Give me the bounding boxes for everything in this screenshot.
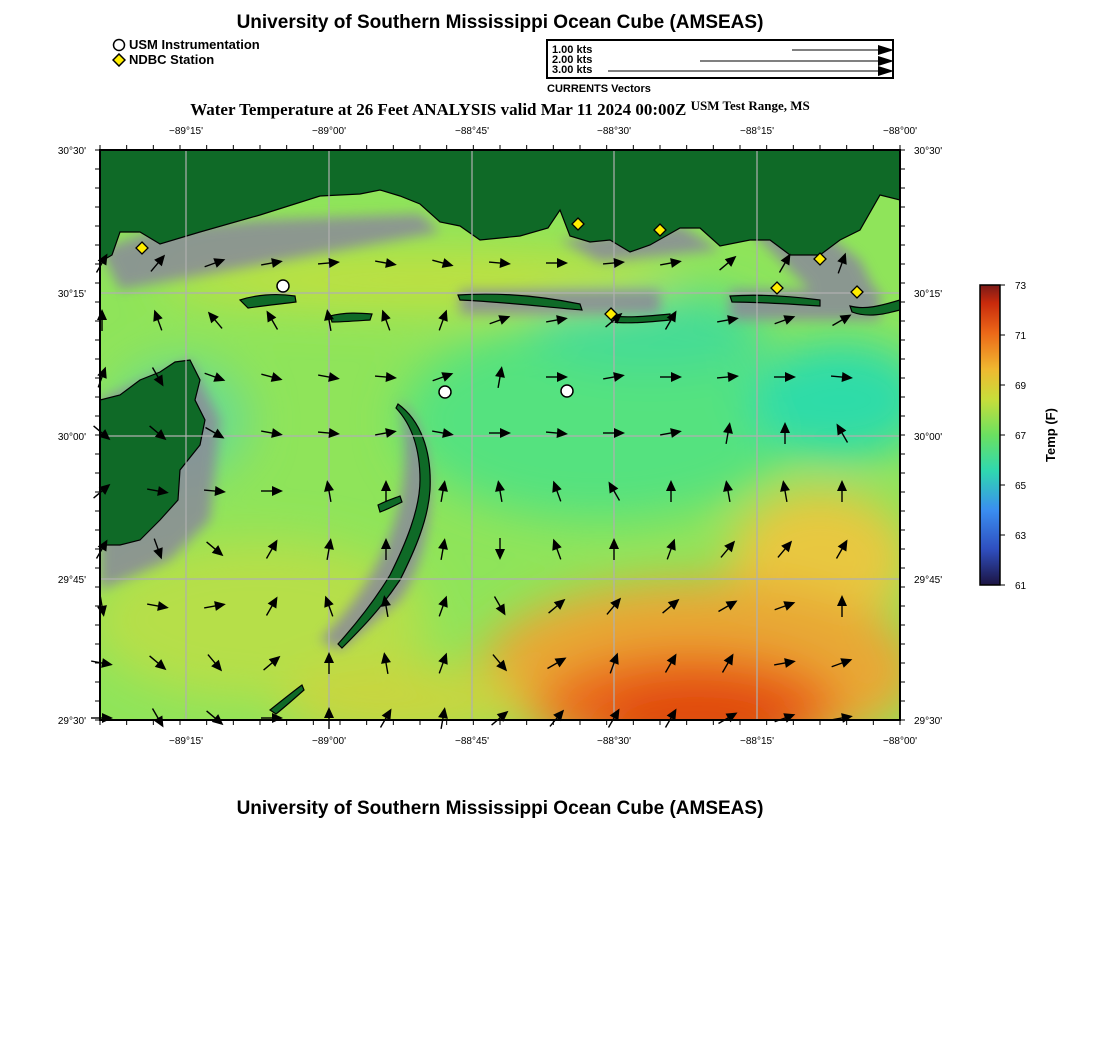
top-tick-label: −88°45' <box>455 126 489 137</box>
bottom-tick-label: −88°15' <box>740 736 774 747</box>
bottom-title: University of Southern Mississippi Ocean Cube (AMSEAS) <box>236 798 764 819</box>
colorbar-label: Temp (F) <box>1043 408 1058 462</box>
top-tick-label: −88°30' <box>597 126 631 137</box>
top-tick-label: −88°15' <box>740 126 774 137</box>
right-tick-label: 30°00' <box>914 432 943 443</box>
usm-station-marker[interactable] <box>561 385 573 397</box>
left-tick-label: 30°15' <box>57 289 86 300</box>
colorbar-tick-label: 63 <box>1015 531 1027 542</box>
left-tick-label: 30°00' <box>57 432 86 443</box>
ship-island <box>330 313 372 322</box>
vector-scale-caption: CURRENTS Vectors <box>547 83 651 95</box>
usm-station-marker[interactable] <box>277 280 289 292</box>
bottom-tick-label: −88°30' <box>597 736 631 747</box>
right-tick-label: 29°45' <box>914 575 943 586</box>
left-tick-label: 29°45' <box>57 575 86 586</box>
bottom-tick-label: −88°00' <box>883 736 917 747</box>
colorbar-tick-label: 69 <box>1015 381 1027 392</box>
vector-scale-label-1: 1.00 kts <box>552 44 593 56</box>
bottom-tick-label: −89°15' <box>169 736 203 747</box>
left-tick-label: 30°30' <box>57 146 86 157</box>
right-tick-label: 30°30' <box>914 146 943 157</box>
right-tick-label: 30°15' <box>914 289 943 300</box>
top-tick-label: −88°00' <box>883 126 917 137</box>
usm-station-marker[interactable] <box>439 386 451 398</box>
legend-ndbc-label: NDBC Station <box>129 52 215 67</box>
right-tick-label: 29°30' <box>914 716 943 727</box>
colorbar-tick-label: 67 <box>1015 431 1027 442</box>
legend-usm-label: USM Instrumentation <box>129 37 260 52</box>
left-tick-label: 29°30' <box>57 716 86 727</box>
subtitle-text: Water Temperature at 26 Feet ANALYSIS valid Mar 11 2024 00:00Z <box>190 100 687 119</box>
page-title: University of Southern Mississippi Ocean Cube (AMSEAS) <box>236 12 764 33</box>
range-label: USM Test Range, MS <box>690 98 810 113</box>
vector-scale-label-2: 2.00 kts <box>552 54 593 66</box>
colorbar-gradient <box>980 285 1000 585</box>
colorbar-tick-label: 65 <box>1015 481 1027 492</box>
top-tick-label: −89°15' <box>169 126 203 137</box>
bottom-tick-label: −88°45' <box>455 736 489 747</box>
vector-scale-label-3: 3.00 kts <box>552 64 593 76</box>
colorbar <box>960 270 1080 600</box>
colorbar-tick-label: 71 <box>1015 331 1027 342</box>
colorbar-tick-label: 73 <box>1015 281 1027 292</box>
colorbar-tick-label: 61 <box>1015 581 1027 592</box>
top-tick-label: −89°00' <box>312 126 346 137</box>
bottom-tick-label: −89°00' <box>312 736 346 747</box>
